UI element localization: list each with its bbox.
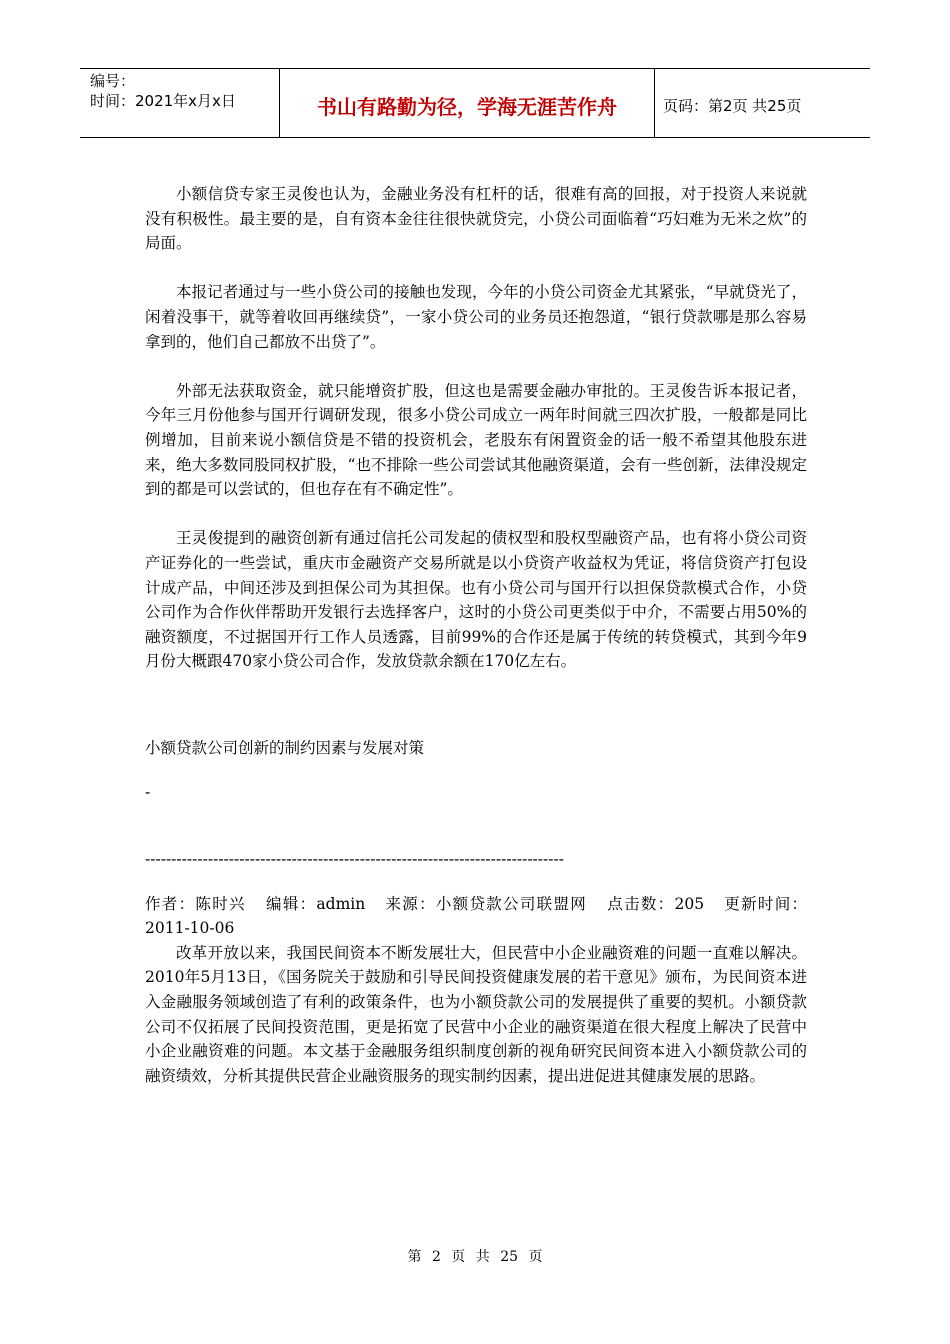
header-motto: 书山有路勤为径，学海无涯苦作舟 xyxy=(280,69,655,137)
meta-updated: 更新时间：2011-10-06 xyxy=(145,894,807,938)
article-meta xyxy=(145,892,807,941)
paragraph: 王灵俊提到的融资创新有通过信托公司发起的债权型和股权型融资产品，也有将小贷公司资产证券化的一些尝试，重庆市金融资产交易所就是以小贷资产收益权为凭证，将信贷资产打包设计成产品，中间还涉及到担保公司为其担保。也有小贷公司与国开行以担保贷款模式合作，小贷公司作为合作伙伴帮助开发银行去选择客户，这时的小贷公司更类似于中介，不需要占用50%的融资额度，不过据国开行工作人员透露，目前99%的合作还是属于传统的转贷模式，其到今年9月份大概跟470家小贷公司合作，发放贷款余额在170亿左右。 xyxy=(145,529,807,671)
page-header xyxy=(80,68,870,138)
paragraph: 外部无法获取资金，就只能增资扩股，但这也是需要金融办审批的。王灵俊告诉本报记者，今年三月份他参与国开行调研发现，很多小贷公司成立一两年时间就三四次扩股，一般都是同比例增加，目前来说小额信贷是不错的投资机会，老股东有闲置资金的话一般不希望其他股东进来，绝大多数同股同权扩股，“也不排除一些公司尝试其他融资渠道，会有一些创新，法律没规定到的都是可以尝试的，但也存在有不确定性”。 xyxy=(145,381,807,499)
paragraph: 小额信贷专家王灵俊也认为，金融业务没有杠杆的话，很难有高的回报，对于投资人来说就没有积极性。最主要的是，自有资本金往往很快就贷完，小贷公司面临着“巧妇难为无米之炊”的局面。 xyxy=(145,185,807,253)
dashed-rule: -------------------------------------------------------------------------------- xyxy=(145,850,564,869)
document-body xyxy=(145,182,807,1088)
section-title: 小额贷款公司创新的制约因素与发展对策 xyxy=(145,738,425,757)
dash-mark: - xyxy=(145,783,151,802)
intro-paragraph: 改革开放以来，我国民间资本不断发展壮大，但民营中小企业融资难的问题一直难以解决。2010年5月13日，《国务院关于鼓励和引导民间投资健康发展的若干意见》颁布，为民间资本进入金融服务领域创造了有利的政策条件，也为小额贷款公司的发展提供了重要的契机。小额贷款公司不仅拓展了民间投资范围，更是拓宽了民营中小企业的融资渠道在很大程度上解决了民营中小企业融资难的问题。本文基于金融服务组织制度创新的视角研究民间资本进入小额贷款公司的融资绩效，分析其提供民营企业融资服务的现实制约因素，提出进促进其健康发展的思路。 xyxy=(145,943,807,1085)
meta-author: 作者：陈时兴 xyxy=(145,894,246,913)
date-label: 时间：2021年x月x日 xyxy=(90,92,236,110)
meta-clicks: 点击数：205 xyxy=(607,894,705,913)
header-left-cell xyxy=(80,69,280,137)
meta-source: 来源：小额贷款公司联盟网 xyxy=(385,894,588,913)
meta-editor: 编辑：admin xyxy=(266,894,366,913)
page-footer: 第 2 页 共 25 页 xyxy=(407,1249,543,1265)
header-page-info: 页码：第2页 共25页 xyxy=(663,96,802,115)
paragraph: 本报记者通过与一些小贷公司的接触也发现，今年的小贷公司资金尤其紧张，“早就贷光了，闲着没事干，就等着收回再继续贷”，一家小贷公司的业务员还抱怨道，“银行贷款哪是那么容易拿到的，他们自己都放不出贷了”。 xyxy=(145,283,807,351)
number-label: 编号： xyxy=(90,72,136,90)
